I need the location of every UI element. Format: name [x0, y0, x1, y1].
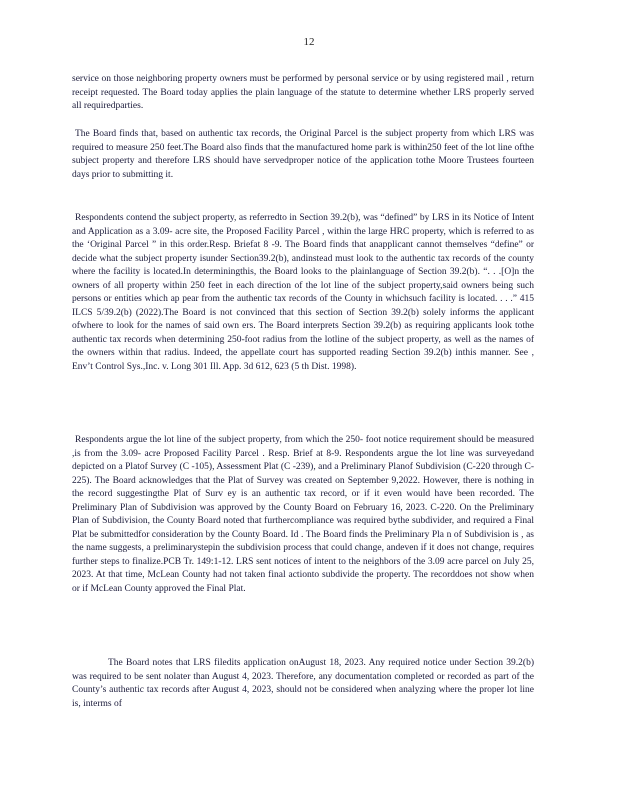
paragraph-service-requirement	[72, 73, 534, 114]
paragraph-text: The Board finds that, based on authentic tax records, the Original Parcel is the subject property from which LRS was required to measure 250 feet.The Board also finds that the manufactured home park is within250 feet of the lot line ofthe subject property and therefore LRS should have servedproper notice of the application tothe Moore Trustees fourteen days prior to submitting it.	[72, 129, 534, 180]
paragraph-text: The Board notes that LRS filedits application onAugust 18, 2023. Any required notice under Section 39.2(b) was required to be sent nolater than August 4, 2023. Therefore, any documentation completed or recorded as part of the County’s authentic tax records after August 4, 2023, should not be considered when analyzing where the proper lot line is, interms of	[72, 658, 534, 709]
paragraph-text: Respondents argue the lot line of the subject property, from which the 250- foot notice requirement should be measured ,is from the 3.09- acre Proposed Facility Parcel . Resp. Brief at 8-9. Respondents argue the lot line was surveyedand depicted on a Platof Survey (C -105), Assessment Plat (C -239), and a Preliminary Planof Subdivision (C-220 through C-225). The Board acknowledges that the Plat of Survey was created on September 9,2022. However, there is nothing in the record suggestingthe Plat of Surv ey is an authentic tax record, or if it even would have been recorded. The Preliminary Plan of Subdivision was approved by the County Board on February 16, 2023. C-220. On the Preliminary Plan of Subdivision, the County Board noted that furthercompliance was required bythe subdivider, and required a Final Plat be submittedfor consideration by the County Board. Id . The Board finds the Preliminary Pla n of Subdivision is , as the name suggests, a preliminarystepin the subdivision process that could change, andeven if it does not change, requires further steps to finalize.PCB Tr. 149:1-12. LRS sent notices of intent to the neighbors of the 3.09 acre parcel on July 25, 2023. At that time, McLean County had not taken final actionto subdivide the property. The recorddoes not show when or if McLean County approved the Final Plat.	[72, 435, 534, 594]
paragraph-text: Respondents contend the subject property, as referredto in Section 39.2(b), was “defined” by LRS in its Notice of Intent and Application as a 3.09- acre site, the Proposed Facility Parcel , within the large HRC property, which is referred to as the ‘Original Parcel ” in this order.Resp. Briefat 8 -9. The Board finds that anapplicant cannot themselves “define” or decide what the subject property isunder Section39.2(b), andinstead must look to the authentic tax records of the county where the facility is located.In determiningthis, the Board looks to the plainlanguage of Section 39.2(b). “. . .[O]n the owners of all property within 250 feet in each direction of the lot line of the subject property,said owners being such persons or entities which ap pear from the authentic tax records of the County in whichsuch facility is located. . . .” 415 ILCS 5/39.2(b) (2022).The Board is not convinced that this section of Section 39.2(b) solely informs the applicant ofwhere to look for the names of said own ers. The Board interprets Section 39.2(b) as requiring applicants look tothe authentic tax records when determining 250-foot radius from the lotline of the subject property, as well as the names of the owners within that radius. Indeed, the appellate court has supported reading Section 39.2(b) inthis manner. See , Env’t Control Sys.,Inc. v. Long 301 Ill. App. 3d 612, 623 (5 th Dist. 1998).	[72, 213, 534, 372]
paragraph-board-finding-original-parcel	[72, 128, 534, 182]
paragraph-respondents-contend	[72, 212, 534, 374]
paragraph-text: service on those neighboring property owners must be performed by personal service or by using registered mail , return receipt requested. The Board today applies the plain language of the statute to determine whether LRS properly served all requiredparties.	[72, 74, 534, 111]
page-number: 12	[303, 36, 315, 48]
paragraph-application-date	[72, 657, 534, 711]
paragraph-respondents-argue-lot-line	[72, 434, 534, 596]
